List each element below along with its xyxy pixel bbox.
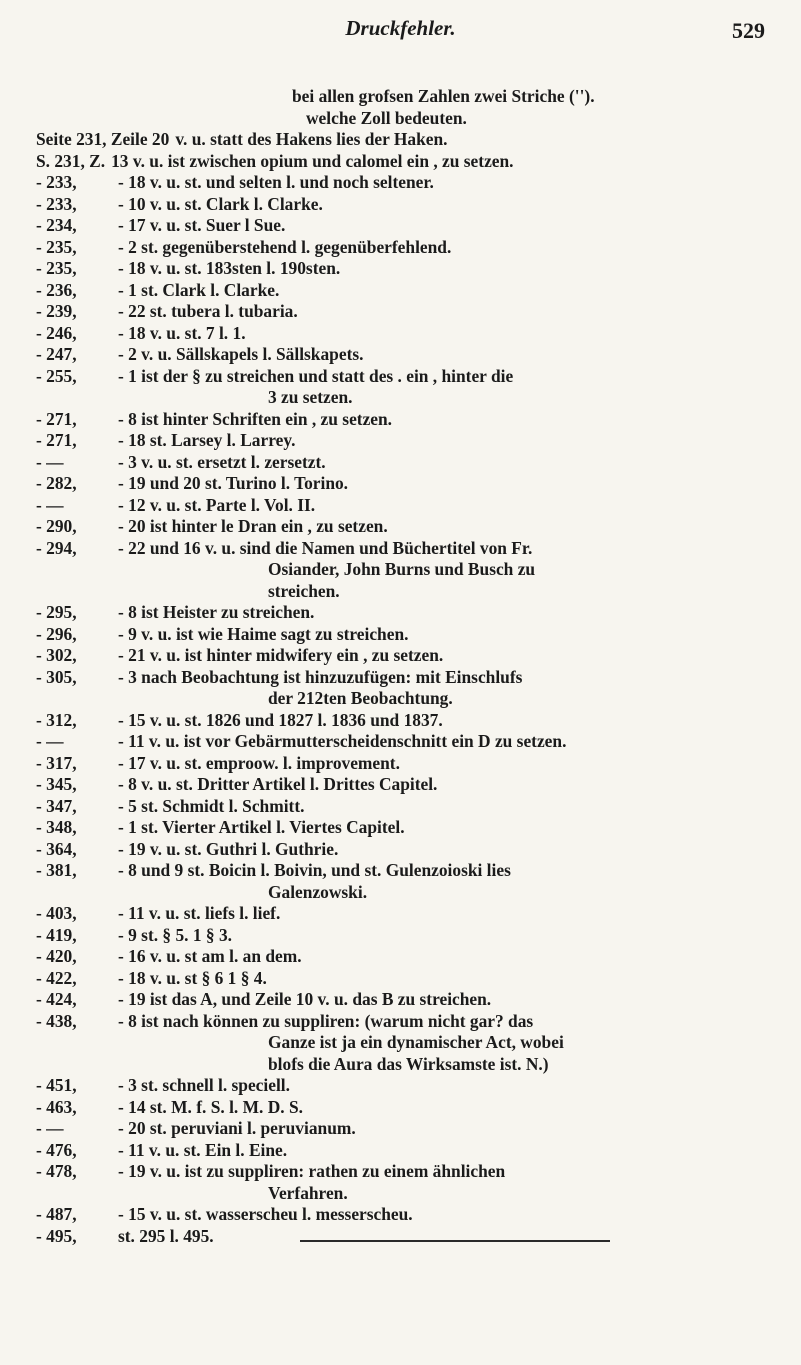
errata-text: - 20 ist hinter le Dran ein , zu setzen.	[118, 516, 388, 536]
errata-ref: - 476,	[36, 1139, 77, 1160]
errata-text: - 15 v. u. st. 1826 und 1827 l. 1836 und 1837.	[118, 709, 443, 730]
errata-ref: - 246,	[36, 322, 77, 343]
errata-entry	[36, 946, 766, 968]
errata-ref: - 233,	[36, 193, 77, 214]
errata-ref: - 403,	[36, 903, 77, 923]
errata-ref: - 236,	[36, 279, 77, 300]
errata-ref	[36, 1054, 118, 1076]
errata-entry	[36, 1097, 766, 1119]
errata-text: - 8 v. u. st. Dritter Artikel l. Drittes Capitel.	[118, 774, 438, 794]
errata-entry	[36, 989, 766, 1011]
errata-text: - 3 nach Beobachtung ist hinzuzufügen: mit Einschlufs	[118, 666, 523, 687]
errata-entry	[36, 817, 766, 839]
errata-text: - 19 v. u. ist zu suppliren: rathen zu einem ähnlichen	[118, 1161, 506, 1181]
errata-entry	[36, 753, 766, 775]
errata-text: blofs die Aura das Wirksamste ist. N.)	[268, 1053, 549, 1074]
errata-entry	[36, 473, 766, 495]
errata-text: - 8 ist Heister zu streichen.	[118, 602, 315, 622]
errata-text: - 14 st. M. f. S. l. M. D. S.	[118, 1096, 304, 1117]
errata-ref: - 282,	[36, 473, 77, 493]
errata-entry	[36, 366, 766, 388]
errata-ref: - 424,	[36, 989, 77, 1009]
errata-ref: - 347,	[36, 795, 77, 816]
errata-entry	[36, 516, 766, 538]
errata-continuation	[36, 1054, 766, 1076]
errata-entry	[36, 1075, 766, 1097]
errata-continuation	[36, 387, 766, 409]
errata-text: Galenzowski.	[268, 881, 368, 902]
errata-ref: - 422,	[36, 967, 77, 988]
errata-ref: - 451,	[36, 1075, 77, 1095]
errata-entry	[36, 860, 766, 882]
errata-list	[36, 129, 766, 1247]
errata-entry	[36, 667, 766, 689]
errata-text: Verfahren.	[268, 1182, 348, 1203]
errata-continuation	[36, 559, 766, 581]
errata-entry	[36, 1011, 766, 1033]
errata-text: - 9 st. § 5. 1 § 3.	[118, 924, 232, 945]
errata-text: 13 v. u. ist zwischen opium und calomel ein , zu setzen.	[111, 150, 514, 171]
errata-entry	[36, 344, 766, 366]
page-number: 529	[732, 18, 765, 43]
errata-text: - 3 st. schnell l. speciell.	[118, 1075, 290, 1095]
errata-entry	[36, 129, 766, 151]
errata-entry	[36, 1226, 766, 1248]
errata-continuation	[36, 581, 766, 603]
errata-entry	[36, 731, 766, 753]
errata-ref: - 487,	[36, 1204, 77, 1224]
errata-text: - 22 und 16 v. u. sind die Namen und Büchertitel von Fr.	[118, 537, 533, 558]
errata-ref: - —	[36, 451, 64, 472]
errata-text: - 12 v. u. st. Parte l. Vol. II.	[118, 494, 316, 515]
errata-text: - 19 v. u. st. Guthri l. Guthrie.	[118, 838, 339, 859]
errata-ref: - 495,	[36, 1225, 77, 1246]
errata-ref: - 239,	[36, 301, 77, 321]
errata-ref	[36, 1032, 118, 1054]
errata-ref: - 478,	[36, 1161, 77, 1181]
errata-text: - 8 und 9 st. Boicin l. Boivin, und st. Gulenzoioski lies	[118, 860, 511, 880]
errata-ref: - 463,	[36, 1096, 77, 1117]
intro-line: welche Zoll bedeuten.	[306, 107, 467, 128]
errata-ref	[36, 688, 118, 710]
errata-ref: - 302,	[36, 645, 77, 665]
errata-entry	[36, 237, 766, 259]
errata-text: Ganze ist ja ein dynamischer Act, wobei	[268, 1032, 564, 1052]
errata-text: - 19 und 20 st. Turino l. Torino.	[118, 473, 349, 493]
errata-entry	[36, 1204, 766, 1226]
errata-entry	[36, 624, 766, 646]
errata-ref	[36, 387, 118, 409]
errata-text: - 9 v. u. ist wie Haime sagt zu streichen.	[118, 623, 409, 644]
errata-body	[36, 86, 766, 1247]
errata-entry	[36, 774, 766, 796]
errata-text: - 1 ist der § zu streichen und statt des . ein , hinter die	[118, 365, 514, 386]
errata-ref: - 271,	[36, 430, 77, 450]
errata-text: Seite 231, Zeile 20	[36, 129, 170, 149]
errata-entry	[36, 1161, 766, 1183]
errata-ref	[36, 559, 118, 581]
errata-text: st. 295 l. 495.	[118, 1225, 214, 1246]
errata-text: - 18 v. u. st. 183sten l. 190sten.	[118, 258, 341, 278]
errata-entry	[36, 645, 766, 667]
errata-text: - 20 st. peruviani l. peruvianum.	[118, 1118, 356, 1138]
errata-ref: - 235,	[36, 258, 77, 278]
errata-ref: S. 231, Z.	[36, 150, 106, 171]
errata-text: - 15 v. u. st. wasserscheu l. messerscheu.	[118, 1204, 413, 1224]
errata-ref: - 247,	[36, 344, 77, 364]
errata-text: - 18 v. u. st § 6 1 § 4.	[118, 967, 267, 988]
errata-entry	[36, 710, 766, 732]
errata-text: - 1 st. Clark l. Clarke.	[118, 279, 280, 300]
errata-entry	[36, 903, 766, 925]
errata-ref: - 419,	[36, 924, 77, 945]
errata-entry	[36, 925, 766, 947]
errata-text: Osiander, John Burns und Busch zu	[268, 559, 536, 579]
errata-entry	[36, 538, 766, 560]
errata-ref: - 295,	[36, 602, 77, 622]
errata-ref: - 233,	[36, 172, 77, 192]
errata-continuation	[36, 688, 766, 710]
errata-entry	[36, 215, 766, 237]
errata-entry	[36, 409, 766, 431]
errata-entry	[36, 839, 766, 861]
errata-entry	[36, 495, 766, 517]
errata-text: - 2 v. u. Sällskapels l. Sällskapets.	[118, 344, 364, 364]
errata-entry	[36, 172, 766, 194]
errata-ref: - 438,	[36, 1010, 77, 1031]
page-header	[0, 14, 801, 50]
errata-entry	[36, 301, 766, 323]
errata-text: - 18 st. Larsey l. Larrey.	[118, 430, 296, 450]
errata-ref: - 271,	[36, 408, 77, 429]
errata-ref: - 255,	[36, 365, 77, 386]
errata-text: - 10 v. u. st. Clark l. Clarke.	[118, 193, 323, 214]
running-title: Druckfehler.	[345, 16, 456, 40]
errata-text: - 8 ist hinter Schriften ein , zu setzen.	[118, 408, 393, 429]
errata-entry	[36, 258, 766, 280]
errata-ref: - 381,	[36, 860, 77, 880]
errata-text: - 19 ist das A, und Zeile 10 v. u. das B zu streichen.	[118, 989, 492, 1009]
errata-ref	[36, 1183, 118, 1205]
errata-text: - 11 v. u. st. Ein l. Eine.	[118, 1139, 288, 1160]
errata-text: - 1 st. Vierter Artikel l. Viertes Capitel.	[118, 817, 405, 837]
errata-text: - 22 st. tubera l. tubaria.	[118, 301, 298, 321]
errata-text: v. u. statt des Hakens lies der Haken.	[175, 129, 448, 149]
errata-entry	[36, 602, 766, 624]
errata-ref: - 296,	[36, 623, 77, 644]
errata-entry	[36, 1118, 766, 1140]
errata-entry	[36, 323, 766, 345]
errata-ref: - 317,	[36, 752, 77, 773]
errata-ref	[36, 882, 118, 904]
errata-entry	[36, 968, 766, 990]
errata-ref: - 345,	[36, 774, 77, 794]
errata-entry	[36, 452, 766, 474]
errata-text: streichen.	[268, 580, 340, 601]
errata-entry	[36, 1140, 766, 1162]
errata-text: - 11 v. u. st. liefs l. lief.	[118, 903, 281, 923]
errata-entry	[36, 280, 766, 302]
errata-ref: - 234,	[36, 215, 77, 235]
errata-ref: - 294,	[36, 537, 77, 558]
errata-ref: - 364,	[36, 838, 77, 859]
errata-ref: - 348,	[36, 817, 77, 837]
errata-text: - 17 v. u. st. Suer l Sue.	[118, 215, 286, 235]
errata-continuation	[36, 1032, 766, 1054]
errata-text: - 17 v. u. st. emproow. l. improvement.	[118, 752, 400, 773]
errata-entry	[36, 194, 766, 216]
errata-ref: - —	[36, 1118, 64, 1138]
errata-ref: - 312,	[36, 709, 77, 730]
errata-ref	[36, 581, 118, 603]
errata-entry	[36, 796, 766, 818]
errata-text: - 8 ist nach können zu suppliren: (warum nicht gar? das	[118, 1010, 534, 1031]
errata-entry	[36, 430, 766, 452]
errata-text: - 18 v. u. st. 7 l. 1.	[118, 322, 246, 343]
errata-text: - 3 v. u. st. ersetzt l. zersetzt.	[118, 451, 326, 472]
footer-rule	[300, 1240, 610, 1242]
intro-line: bei allen grofsen Zahlen zwei Striche ('').	[292, 86, 595, 106]
errata-continuation	[36, 882, 766, 904]
errata-text: der 212ten Beobachtung.	[268, 688, 453, 708]
errata-continuation	[36, 1183, 766, 1205]
errata-text: - 16 v. u. st am l. an dem.	[118, 946, 302, 966]
errata-text: - 18 v. u. st. und selten l. und noch seltener.	[118, 172, 434, 192]
errata-ref: - 290,	[36, 516, 77, 536]
errata-ref: - 305,	[36, 666, 77, 687]
errata-text: - 21 v. u. ist hinter midwifery ein , zu setzen.	[118, 645, 444, 665]
errata-ref: - 235,	[36, 236, 77, 257]
errata-text: 3 zu setzen.	[268, 387, 353, 407]
errata-ref: - 420,	[36, 946, 77, 966]
errata-ref: - —	[36, 731, 64, 751]
errata-text: - 2 st. gegenüberstehend l. gegenüberfehlend.	[118, 236, 452, 257]
errata-ref: - —	[36, 494, 64, 515]
errata-text: - 11 v. u. ist vor Gebärmutterscheidenschnitt ein D zu setzen.	[118, 731, 567, 751]
errata-entry	[36, 151, 766, 173]
errata-text: - 5 st. Schmidt l. Schmitt.	[118, 795, 305, 816]
